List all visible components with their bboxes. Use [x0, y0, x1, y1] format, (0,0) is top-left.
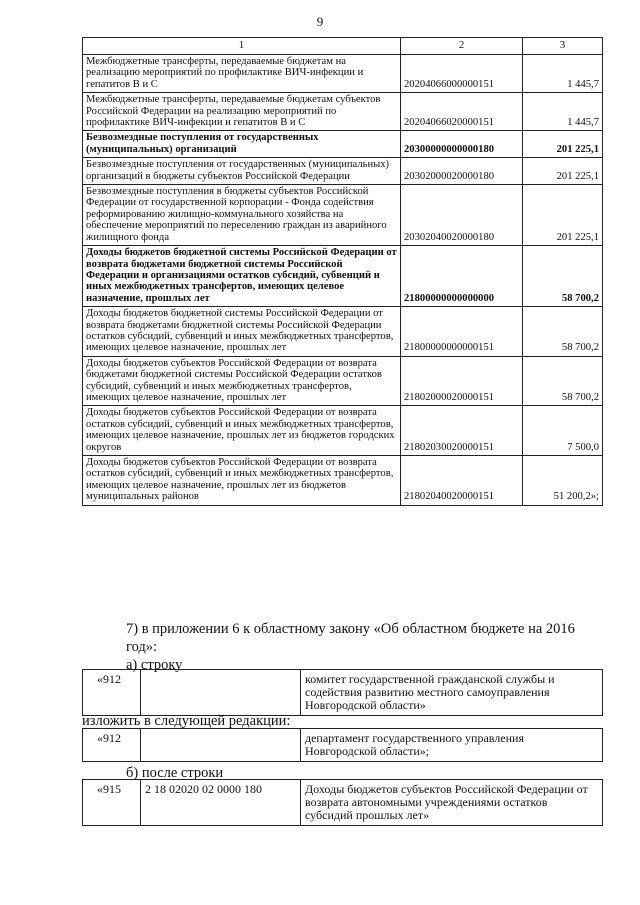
row-description: Безвозмездные поступления от государственных (муниципальных) организаций в бюджеты субъектов Российской Федерации: [83, 158, 401, 185]
row-amount: 58 700,2: [523, 307, 603, 357]
revenue-code: [141, 670, 301, 716]
row-description: Доходы бюджетов бюджетной системы Российской Федерации от возврата бюджетами бюджетной системы Российской Федерации остатков субсидий, субвенций и иных межбюджетных трансфертов, имеющих целевое назначение, прошлых лет: [83, 307, 401, 357]
row-table-b: [82, 728, 603, 762]
row-amount: 201 225,1: [523, 131, 603, 158]
revenue-code: [141, 729, 301, 762]
admin-name: Доходы бюджетов субъектов Российской Федерации от возврата автономными учреждениями остатков субсидий прошлых лет»: [301, 780, 603, 826]
row-amount: 201 225,1: [523, 158, 603, 185]
row-description: Межбюджетные трансферты, передаваемые бюджетам субъектов Российской Федерации на реализацию мероприятий по профилактике ВИЧ-инфекции и гепатитов В и С: [83, 93, 401, 131]
row-amount: 7 500,0: [523, 406, 603, 456]
header-col-2: 2: [401, 38, 523, 55]
row-description: Безвозмездные поступления от государственных (муниципальных) организаций: [83, 131, 401, 158]
admin-code: «915: [83, 780, 141, 826]
table-row: [83, 780, 603, 826]
row-code: 20302000020000180: [401, 158, 523, 185]
table-row: [83, 729, 603, 762]
item-b-label: б) после строки: [126, 765, 224, 781]
table-row: [83, 246, 603, 307]
table-row: [83, 93, 603, 131]
row-amount: 58 700,2: [523, 246, 603, 307]
row-description: Межбюджетные трансферты, передаваемые бюджетам на реализацию мероприятий по профилактике ВИЧ-инфекции и гепатитов В и С: [83, 55, 401, 93]
row-code: 21802030020000151: [401, 406, 523, 456]
row-amount: 201 225,1: [523, 185, 603, 246]
row-code: 21800000000000000: [401, 246, 523, 307]
table-row: [83, 158, 603, 185]
table-row: [83, 55, 603, 93]
admin-name: департамент государственного управления Новгородской области»;: [301, 729, 603, 762]
table-row: [83, 131, 603, 158]
row-table-c: [82, 779, 603, 826]
table-row: [83, 356, 603, 406]
table-row: [83, 406, 603, 456]
row-code: 20300000000000180: [401, 131, 523, 158]
row-code: 20302040020000180: [401, 185, 523, 246]
table-header-row: [83, 38, 603, 55]
table-row: [83, 307, 603, 357]
revenue-table: [82, 37, 603, 506]
row-amount: 51 200,2»;: [523, 456, 603, 506]
row-description: Доходы бюджетов субъектов Российской Федерации от возврата остатков субсидий, субвенций и иных межбюджетных трансфертов, имеющих целевое назначение, прошлых лет из бюджетов муниципальных районов: [83, 456, 401, 506]
row-amount: 58 700,2: [523, 356, 603, 406]
row-description: Доходы бюджетов субъектов Российской Федерации от возврата бюджетами бюджетной системы Российской Федерации остатков субсидий, субвенций и иных межбюджетных трансфертов, имеющих целевое назначение, прошлых лет: [83, 356, 401, 406]
item-a-label: а) строку: [126, 657, 183, 673]
admin-name: комитет государственной гражданской службы и содействия развитию местного самоуправления Новгородской области»: [301, 670, 603, 716]
row-code: 21800000000000151: [401, 307, 523, 357]
row-description: Доходы бюджетов бюджетной системы Российской Федерации от возврата бюджетами бюджетной системы Российской Федерации и организациями остатков субсидий, субвенций и иных межбюджетных трансфертов, имеющих целевое назначение, прошлых лет: [83, 246, 401, 307]
page-number: 9: [316, 14, 324, 29]
row-description: Безвозмездные поступления в бюджеты субъектов Российской Федерации от государственной корпорации - Фонда содействия реформированию жилищно-коммунального хозяйства на обеспечение мероприятий по переселению граждан из аварийного жилищного фонда: [83, 185, 401, 246]
admin-code: «912: [83, 729, 141, 762]
row-code: 21802000020000151: [401, 356, 523, 406]
row-table-a: [82, 669, 603, 716]
replace-text: изложить в следующей редакции:: [82, 713, 291, 729]
row-description: Доходы бюджетов субъектов Российской Федерации от возврата остатков субсидий, субвенций и иных межбюджетных трансфертов, имеющих целевое назначение, прошлых лет из бюджетов городских округов: [83, 406, 401, 456]
paragraph-7: 7) в приложении 6 к областному закону «Об областном бюджете на 2016 год»:: [126, 621, 575, 655]
header-col-3: 3: [523, 38, 603, 55]
table-row: [83, 185, 603, 246]
row-code: 20204066020000151: [401, 93, 523, 131]
row-amount: 1 445,7: [523, 93, 603, 131]
row-amount: 1 445,7: [523, 55, 603, 93]
table-row: [83, 456, 603, 506]
row-code: 21802040020000151: [401, 456, 523, 506]
table-row: [83, 670, 603, 716]
header-col-1: 1: [83, 38, 401, 55]
row-code: 20204066000000151: [401, 55, 523, 93]
admin-code: «912: [83, 670, 141, 716]
revenue-code: 2 18 02020 02 0000 180: [141, 780, 301, 826]
